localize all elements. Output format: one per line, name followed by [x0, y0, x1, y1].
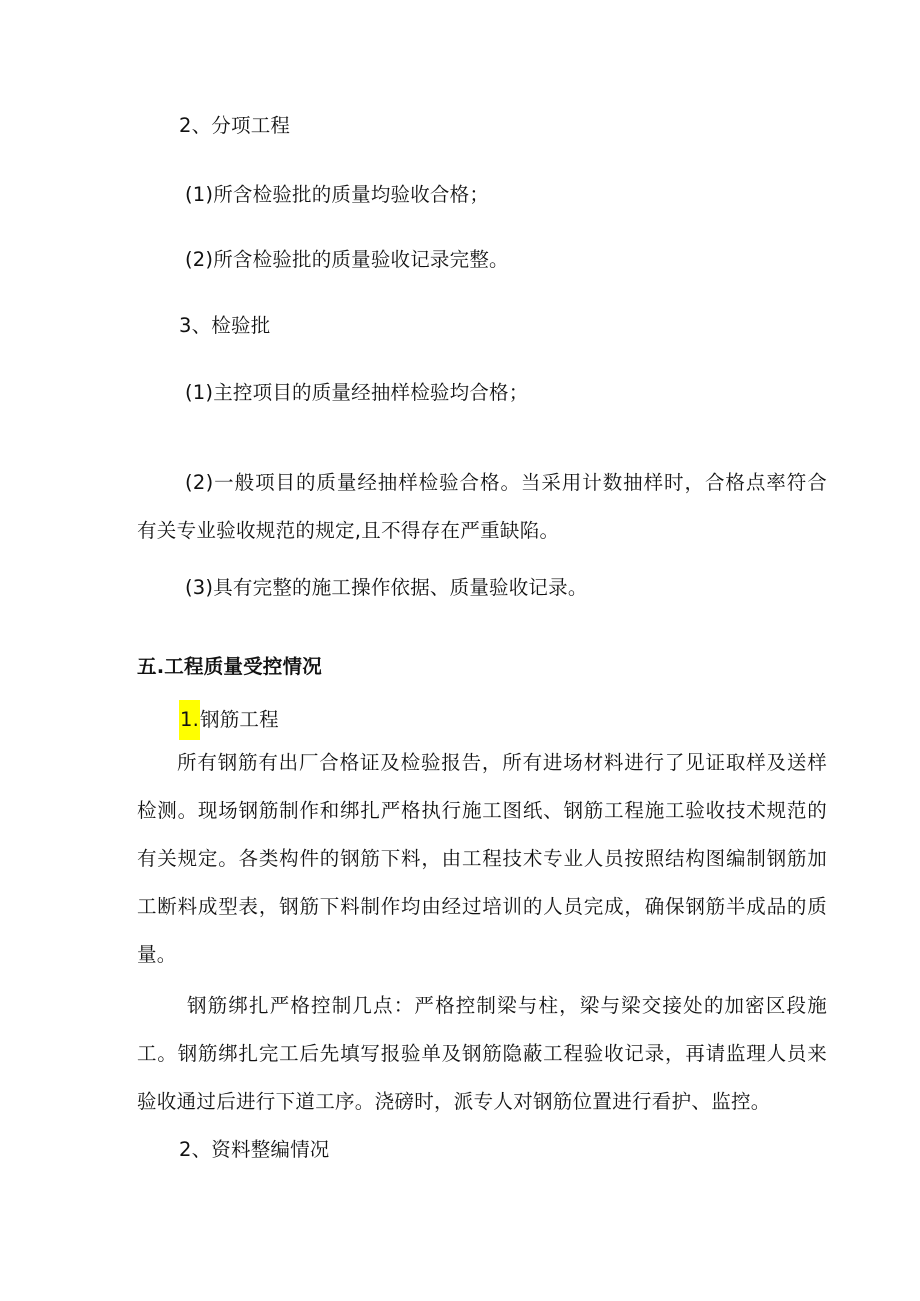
- highlighted-number: 1.: [179, 700, 200, 740]
- section-heading: 五.工程质量受控情况: [137, 655, 322, 678]
- item-heading: 2、资料整编情况: [179, 1138, 330, 1161]
- list-item: (1)所含检验批的质量均验收合格；: [185, 183, 490, 206]
- list-item: (3)具有完整的施工操作依据、质量验收记录。: [185, 576, 588, 599]
- item-heading: [179, 700, 279, 740]
- list-item-text: (2)一般项目的质量经抽样检验合格。当采用计数抽样时，合格点率符合有关专业验收规范的规定,且不得存在严重缺陷。: [137, 471, 827, 542]
- list-item: (2)所含检验批的质量验收记录完整。: [185, 248, 509, 271]
- subsection-title: 2、分项工程: [179, 114, 291, 137]
- item-heading-label: 钢筋工程: [200, 708, 279, 731]
- list-item-paragraph: [137, 459, 827, 555]
- paragraph-text: 所有钢筋有出厂合格证及检验报告，所有进场材料进行了见证取样及送样检测。现场钢筋制作和绑扎严格执行施工图纸、钢筋工程施工验收技术规范的有关规定。各类构件的钢筋下料，由工程技术专业人员按照结构图编制钢筋加工断料成型表，钢筋下料制作均由经过培训的人员完成，确保钢筋半成品的质量。: [137, 751, 827, 966]
- list-item: (1)主控项目的质量经抽样检验均合格；: [185, 381, 529, 404]
- subsection-title: 3、检验批: [179, 314, 271, 337]
- body-paragraph: [137, 982, 827, 1126]
- paragraph-text: 钢筋绑扎严格控制几点：严格控制梁与柱，梁与梁交接处的加密区段施工。钢筋绑扎完工后先填写报验单及钢筋隐蔽工程验收记录，再请监理人员来验收通过后进行下道工序。浇磅时，派专人对钢筋位置进行看护、监控。: [137, 994, 827, 1113]
- body-paragraph: [137, 739, 827, 979]
